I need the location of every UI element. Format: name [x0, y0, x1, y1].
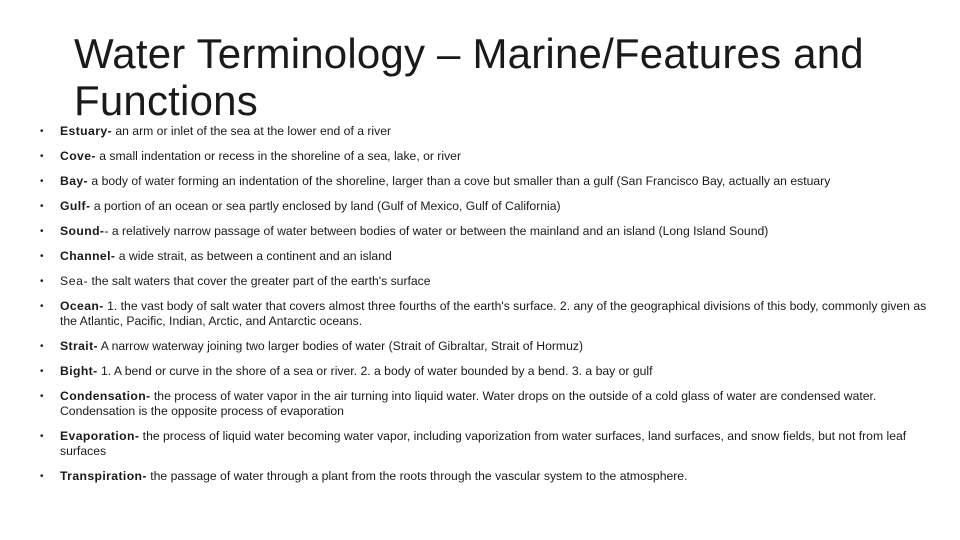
bullet-icon: •	[40, 226, 44, 237]
list-item-evaporation	[40, 429, 935, 459]
term-definition: a portion of an ocean or sea partly enclosed by land (Gulf of Mexico, Gulf of California)	[90, 199, 561, 213]
term-definition: 1. the vast body of salt water that covers almost three fourths of the earth's surface. 2. any of the geographical divisions of this body, commonly given as the Atlantic, Pacific, Indian, Arctic, and Antarctic oceans.	[60, 299, 927, 328]
bullet-icon: •	[40, 391, 44, 402]
slide-title: Water Terminology – Marine/Features and Functions	[74, 30, 864, 124]
term-definition: A narrow waterway joining two larger bodies of water (Strait of Gibraltar, Strait of Hormuz)	[98, 339, 584, 353]
term-word: Bight-	[60, 364, 98, 378]
term-word: Evaporation-	[60, 429, 140, 443]
bullet-icon: •	[40, 431, 44, 442]
list-item-bay	[40, 174, 935, 189]
term-definition: the salt waters that cover the greater part of the earth's surface	[88, 274, 431, 288]
term-definition: an arm or inlet of the sea at the lower end of a river	[111, 124, 392, 138]
term-word: Condensation-	[60, 389, 151, 403]
term-definition: a wide strait, as between a continent and an island	[115, 249, 392, 263]
list-item-condensation	[40, 389, 935, 419]
term-definition: the passage of water through a plant from the roots through the vascular system to the atmosphere.	[146, 469, 688, 483]
term-word: Sea-	[60, 274, 89, 288]
term-definition: - a relatively narrow passage of water between bodies of water or between the mainland and an island (Long Island Sound)	[104, 224, 769, 238]
list-item-cove	[40, 149, 935, 164]
list-item-gulf	[40, 199, 935, 214]
list-item-estuary	[40, 124, 935, 139]
bullet-icon: •	[40, 301, 44, 312]
term-word: Transpiration-	[60, 469, 147, 483]
list-item-strait	[40, 339, 935, 354]
bullet-icon: •	[40, 151, 44, 162]
bullet-icon: •	[40, 471, 44, 482]
term-definition: 1. A bend or curve in the shore of a sea or river. 2. a body of water bounded by a bend. 3. a bay or gulf	[97, 364, 653, 378]
list-item-sea	[40, 274, 935, 289]
bullet-icon: •	[40, 126, 44, 137]
term-word: Strait-	[60, 339, 99, 353]
bullet-icon: •	[40, 276, 44, 287]
list-item-bight	[40, 364, 935, 379]
term-definition: the process of water vapor in the air turning into liquid water. Water drops on the outside of a cold glass of water are condensed water. Condensation is the opposite process of evaporation	[60, 389, 877, 418]
term-word: Gulf-	[60, 199, 91, 213]
list-item-transpiration	[40, 469, 935, 484]
term-definition: a small indentation or recess in the shoreline of a sea, lake, or river	[95, 149, 462, 163]
list-item-ocean	[40, 299, 935, 329]
bullet-icon: •	[40, 366, 44, 377]
term-list	[40, 124, 935, 494]
list-item-channel	[40, 249, 935, 264]
term-word: Sound-	[60, 224, 105, 238]
term-word: Ocean-	[60, 299, 104, 313]
term-word: Channel-	[60, 249, 116, 263]
term-word: Estuary-	[60, 124, 112, 138]
term-word: Cove-	[60, 149, 96, 163]
bullet-icon: •	[40, 341, 44, 352]
term-definition: the process of liquid water becoming water vapor, including vaporization from water surfaces, land surfaces, and snow fields, but not from leaf surfaces	[60, 429, 907, 458]
bullet-icon: •	[40, 201, 44, 212]
bullet-icon: •	[40, 251, 44, 262]
list-item-sound	[40, 224, 935, 239]
term-word: Bay-	[60, 174, 89, 188]
term-definition: a body of water forming an indentation of the shoreline, larger than a cove but smaller than a gulf (San Francisco Bay, actually an estuary	[88, 174, 831, 188]
bullet-icon: •	[40, 176, 44, 187]
